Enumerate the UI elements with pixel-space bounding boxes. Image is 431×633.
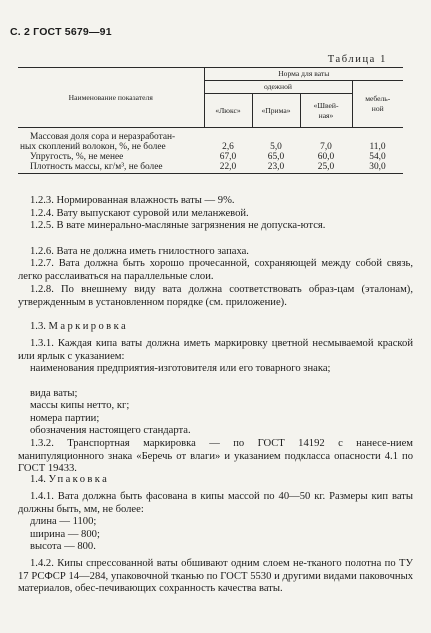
value-prima: 65,0: [267, 152, 285, 162]
row-label: Упругость, %, не менее: [30, 152, 124, 162]
value-prima: 5,0: [270, 142, 282, 152]
section-1-3-number: 1.3.: [30, 321, 46, 332]
value-lux: 22,0: [204, 162, 252, 174]
paragraph-1-4-1: 1.4.1. Вата должна быть фасована в кипы массой по 40—50 кг. Размеры кип ваты должны быть, мм, не более:: [18, 491, 413, 515]
list-item: длина — 1100;: [30, 516, 97, 527]
table-row: [18, 128, 403, 153]
row-label-line1: Массовая доля сора и неразработан-: [30, 132, 176, 142]
value-prima: 23,0: [252, 162, 300, 174]
header-prima-cell: «Прима»: [252, 94, 300, 128]
row-label-line2: ных скоплений волокон, %, не более: [20, 142, 166, 152]
value-shvein: 25,0: [300, 162, 352, 174]
value-furniture: 11,0: [369, 142, 386, 152]
header-furniture-line1: мебель-: [365, 94, 391, 103]
paragraph-1-2-8: 1.2.8. По внешнему виду вата должна соответствовать образ-цам (эталонам), утвержденным в установленном порядке (см. приложение).: [18, 284, 413, 308]
header-norm-cell: Норма для ваты: [204, 68, 403, 81]
header-name-cell: Наименование показателя: [18, 68, 204, 128]
header-shvein-line1: «Швей-: [313, 100, 339, 110]
section-1-4-title: [30, 474, 109, 487]
table-caption: Таблица 1: [327, 54, 387, 65]
value-furniture: 54,0: [369, 152, 386, 162]
paragraph-1-2-6: 1.2.6. Вата не должна иметь гнилостного запаха.: [30, 246, 249, 257]
list-item: высота — 800.: [30, 541, 96, 552]
list-item: ширина — 800;: [30, 529, 100, 540]
paragraph-1-2-3: 1.2.3. Нормированная влажность ваты — 9%.: [30, 195, 235, 206]
row-label: [18, 128, 204, 153]
list-item: обозначения настоящего стандарта.: [30, 425, 191, 436]
header-lux-cell: «Люкс»: [204, 94, 252, 128]
paragraph-1-2-7: 1.2.7. Вата должна быть хорошо прочесанной, сохраняющей между собой связь, легко расслаиваться на параллельные слои.: [18, 258, 413, 282]
header-furniture-line2: ной: [371, 104, 384, 113]
value-shvein: 60,0: [317, 152, 335, 162]
row-label: Плотность массы, кг/м³, не более: [18, 162, 204, 174]
paragraph-1-2-4: 1.2.4. Вату выпускают суровой или меланжевой.: [30, 208, 249, 219]
paragraph-1-3-2: 1.3.2. Транспортная маркировка — по ГОСТ 14192 с нанесе-нием манипуляционного знака «Беречь от влаги» и указанием подкласса опасности 4.1 по ГОСТ 19433.: [18, 438, 413, 475]
paragraph-1-3-1: 1.3.1. Каждая кипа ваты должна иметь маркировку цветной несмываемой краской или ярлык с указанием:: [18, 338, 413, 362]
table-row: [18, 162, 403, 174]
list-item: номера партии;: [30, 413, 100, 424]
list-item: массы кипы нетто, кг;: [30, 400, 130, 411]
section-1-4-heading: Упаковка: [48, 474, 110, 485]
header-clothing-cell: одежной: [204, 81, 352, 94]
header-furniture-cell: [352, 81, 403, 128]
norms-table: [18, 67, 403, 174]
value-furniture: 30,0: [352, 162, 403, 174]
value-lux: 67,0: [219, 152, 237, 162]
list-item: наименования предприятия-изготовителя или его товарного знака;: [30, 363, 331, 374]
page-header: С. 2 ГОСТ 5679—91: [10, 26, 112, 38]
table-row: [18, 152, 403, 162]
section-1-3-title: [30, 321, 128, 334]
section-1-4-number: 1.4.: [30, 474, 46, 485]
paragraph-1-2-5: 1.2.5. В вате минерально-масляные загрязнения не допуска-ются.: [30, 220, 326, 231]
value-lux: 2,6: [222, 142, 234, 152]
header-shvein-line2: ная»: [318, 110, 334, 120]
section-1-3-heading: Маркировка: [48, 321, 129, 332]
value-shvein: 7,0: [320, 142, 332, 152]
header-shvein-cell: [300, 94, 352, 128]
paragraph-1-4-2: 1.4.2. Кипы спрессованной ваты обшивают одним слоем не-тканого полотна по ТУ 17 РСФСР 14—284, упаковочной тканью по ГОСТ 5530 и другими видами паковочных материалов, обес-печивающих сохранность качества ваты.: [18, 558, 413, 595]
list-item: вида ваты;: [30, 388, 78, 399]
